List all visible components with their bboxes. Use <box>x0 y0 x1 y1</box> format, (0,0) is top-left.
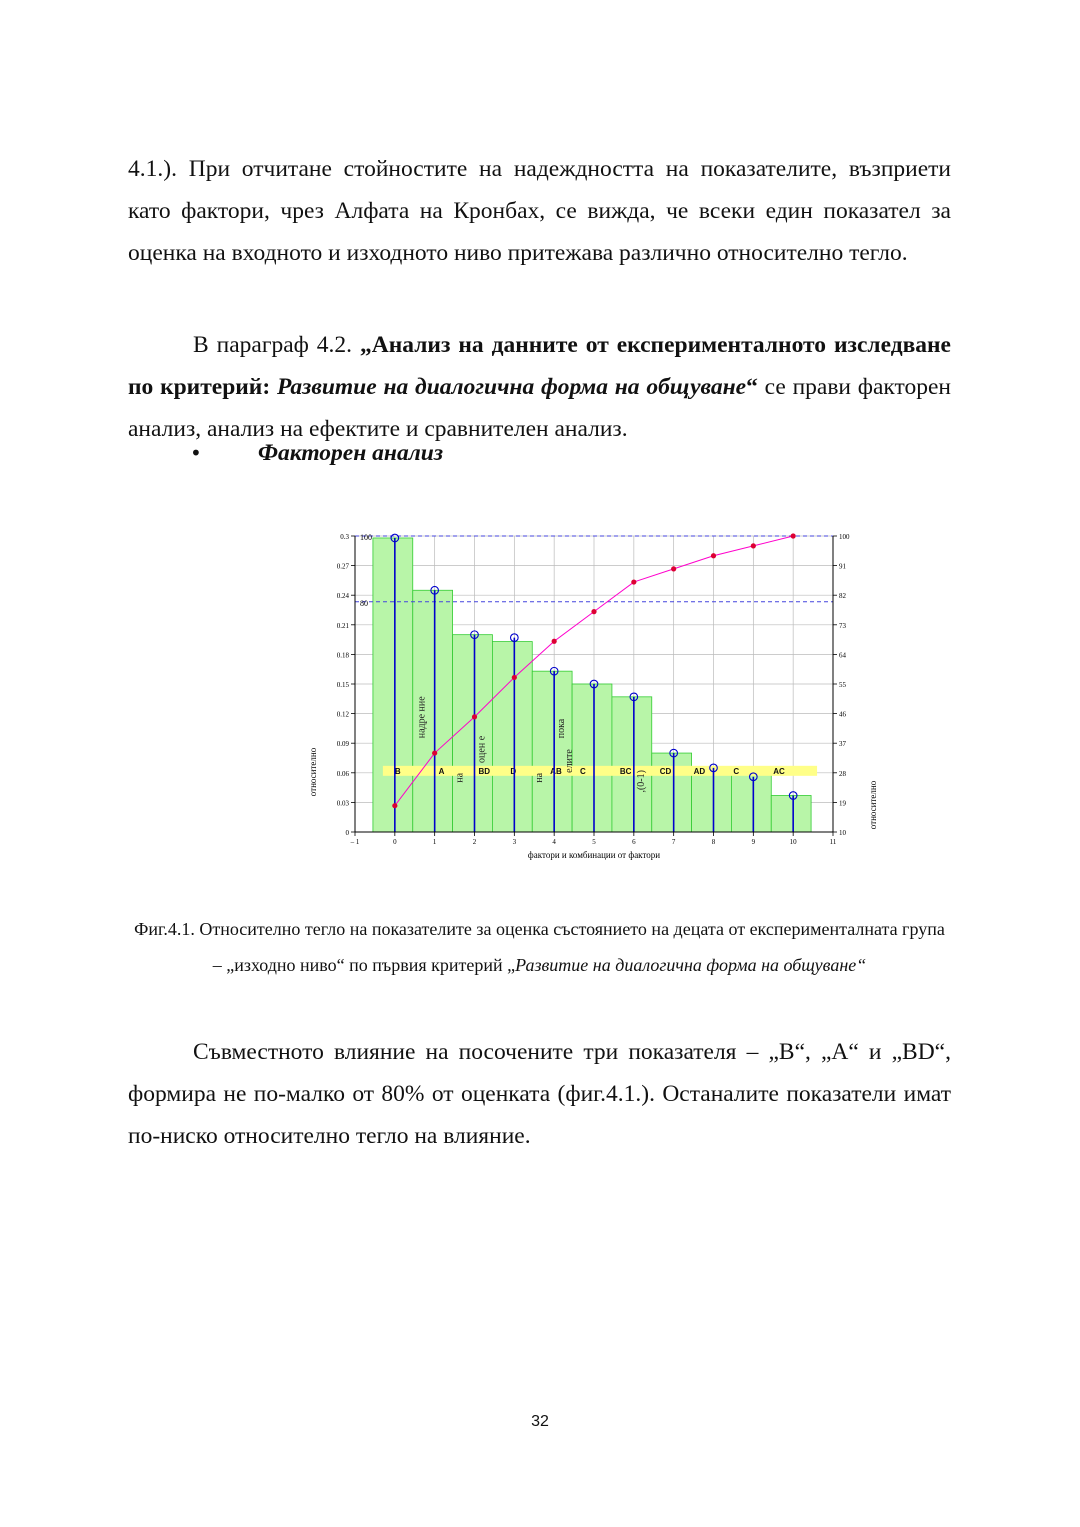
y-left-tick-label: 0.21 <box>336 621 349 630</box>
section-title: „Анализ на данните от експерименталното изследване по критерий: Развитие на диалогична форма на общуване“ <box>128 331 951 400</box>
cumulative-point-6 <box>631 579 636 584</box>
category-band <box>383 766 817 776</box>
y-right-tick-label: 82 <box>839 592 846 601</box>
bar-9 <box>731 773 771 832</box>
category-label-3: D <box>510 766 517 776</box>
category-label-4: AB <box>550 766 562 776</box>
page-number: 32 <box>531 1413 549 1430</box>
bar-8 <box>692 768 732 832</box>
figure-caption: Фиг.4.1. Относително тегло на показателите за оценка състоянието на децата от експерименталната група – „изходно ниво“ по първия критерий „Развитие на диалогична форма на общуване“ <box>134 919 945 975</box>
category-label-0: B <box>394 766 401 776</box>
paragraph-section: В параграф 4.2. „Анализ на данните от експерименталното изследване по критерий: Развитие на диалогична форма на общуване“ се прави факторен анализ, анализ на ефектите и сравнителен анализ. <box>128 331 952 442</box>
x-axis-label: фактори и комбинации от фактори <box>527 850 661 860</box>
y-axis-label-right: относително <box>868 780 878 830</box>
cumulative-point-9 <box>751 543 756 548</box>
y-left-tick-label: 0.24 <box>336 592 349 601</box>
x-tick-label: 4 <box>552 838 556 846</box>
inner-annotation-5: елите <box>564 749 576 773</box>
category-label-2: BD <box>478 766 491 776</box>
y-left-tick-label: 0.15 <box>336 681 349 689</box>
bar-5 <box>572 684 612 832</box>
y-right-tick-label: 64 <box>839 651 846 660</box>
bar-6 <box>612 697 652 832</box>
x-tick-label: – 1 <box>350 838 360 846</box>
x-tick-label: 2 <box>472 838 477 846</box>
y-left-tick-label: 0 <box>345 829 349 837</box>
x-tick-label: 1 <box>432 838 437 846</box>
category-label-5: C <box>580 766 586 776</box>
y-left-tick-label: 0.12 <box>336 710 349 719</box>
pareto-chart <box>300 522 880 864</box>
x-tick-label: 11 <box>829 838 837 846</box>
y-right-tick-label: 46 <box>839 710 846 719</box>
cumulative-point-4 <box>552 639 557 644</box>
category-label-1: A <box>438 766 445 776</box>
bullet-heading: Факторен анализ <box>258 440 443 466</box>
category-label-8: AD <box>693 766 706 776</box>
x-tick-label: 0 <box>393 838 397 846</box>
inner-annotation-2: оцен е <box>476 735 488 763</box>
bar-10 <box>771 795 811 832</box>
bullet-item <box>190 432 443 474</box>
y-right-tick-label: 10 <box>839 829 846 837</box>
cumulative-point-3 <box>512 675 517 680</box>
paragraph-intro: 4.1.). При отчитане стойностите на надеждността на показателите, възприети като фактори, чрез Алфата на Кронбах, се вижда, че всеки един показател за оценка на входното и изходното ниво притежава различно относително тегло. <box>128 155 951 266</box>
x-tick-label: 7 <box>671 838 676 846</box>
y-right-tick-label: 73 <box>839 621 846 630</box>
y-left-tick-label: 0.03 <box>336 799 349 808</box>
y-left-tick-label: 0.3 <box>340 533 349 541</box>
cumulative-point-7 <box>671 566 676 571</box>
y-right-tick-label: 91 <box>839 562 846 571</box>
category-label-10: AC <box>773 766 785 776</box>
bullet-icon: • <box>190 441 202 465</box>
y-axis-label-left: относително <box>308 747 318 797</box>
inner-annotation-3: на <box>534 772 546 783</box>
y-left-tick-label: 0.18 <box>336 651 349 660</box>
cumulative-point-8 <box>711 553 716 558</box>
x-tick-label: 10 <box>789 838 797 846</box>
y-left-tick-label: 0.27 <box>336 562 349 571</box>
category-label-9: C <box>733 766 740 776</box>
reference-label-80: 80 <box>360 598 368 608</box>
x-tick-label: 8 <box>711 838 716 846</box>
inner-annotation-1: на <box>454 772 466 783</box>
x-tick-label: 3 <box>512 838 517 846</box>
paragraph-conclusion: Съвместното влияние на посочените три показателя – „B“, „A“ и „BD“, формира не по-малко от 80% от оценката (фиг.4.1.). Останалите показатели имат по-ниско относително тегло на влияние. <box>128 1038 951 1149</box>
y-right-tick-label: 37 <box>839 740 846 749</box>
category-label-6: BC <box>619 766 632 776</box>
bar-2 <box>453 635 493 832</box>
y-right-tick-label: 28 <box>839 769 846 778</box>
y-right-tick-label: 100 <box>839 533 850 541</box>
cumulative-point-0 <box>392 803 397 808</box>
inner-annotation-4: пока <box>556 718 568 739</box>
bar-0 <box>373 538 413 832</box>
bar-3 <box>492 642 532 832</box>
category-label-7: CD <box>659 766 672 776</box>
cumulative-point-1 <box>432 750 437 755</box>
x-tick-label: 6 <box>632 838 636 846</box>
inner-annotation-0: надре ние <box>416 696 428 739</box>
y-right-tick-label: 55 <box>839 681 846 689</box>
x-tick-label: 9 <box>751 838 756 846</box>
cumulative-point-2 <box>472 714 477 719</box>
reference-label-100: 100 <box>360 533 372 542</box>
bar-7 <box>652 753 692 832</box>
cumulative-point-5 <box>591 609 596 614</box>
inner-annotation-6: ,(0-1) <box>635 770 647 793</box>
y-left-tick-label: 0.09 <box>336 740 349 749</box>
y-right-tick-label: 19 <box>839 799 846 808</box>
y-left-tick-label: 0.06 <box>336 769 349 778</box>
x-tick-label: 5 <box>592 838 596 846</box>
cumulative-point-10 <box>791 533 796 538</box>
